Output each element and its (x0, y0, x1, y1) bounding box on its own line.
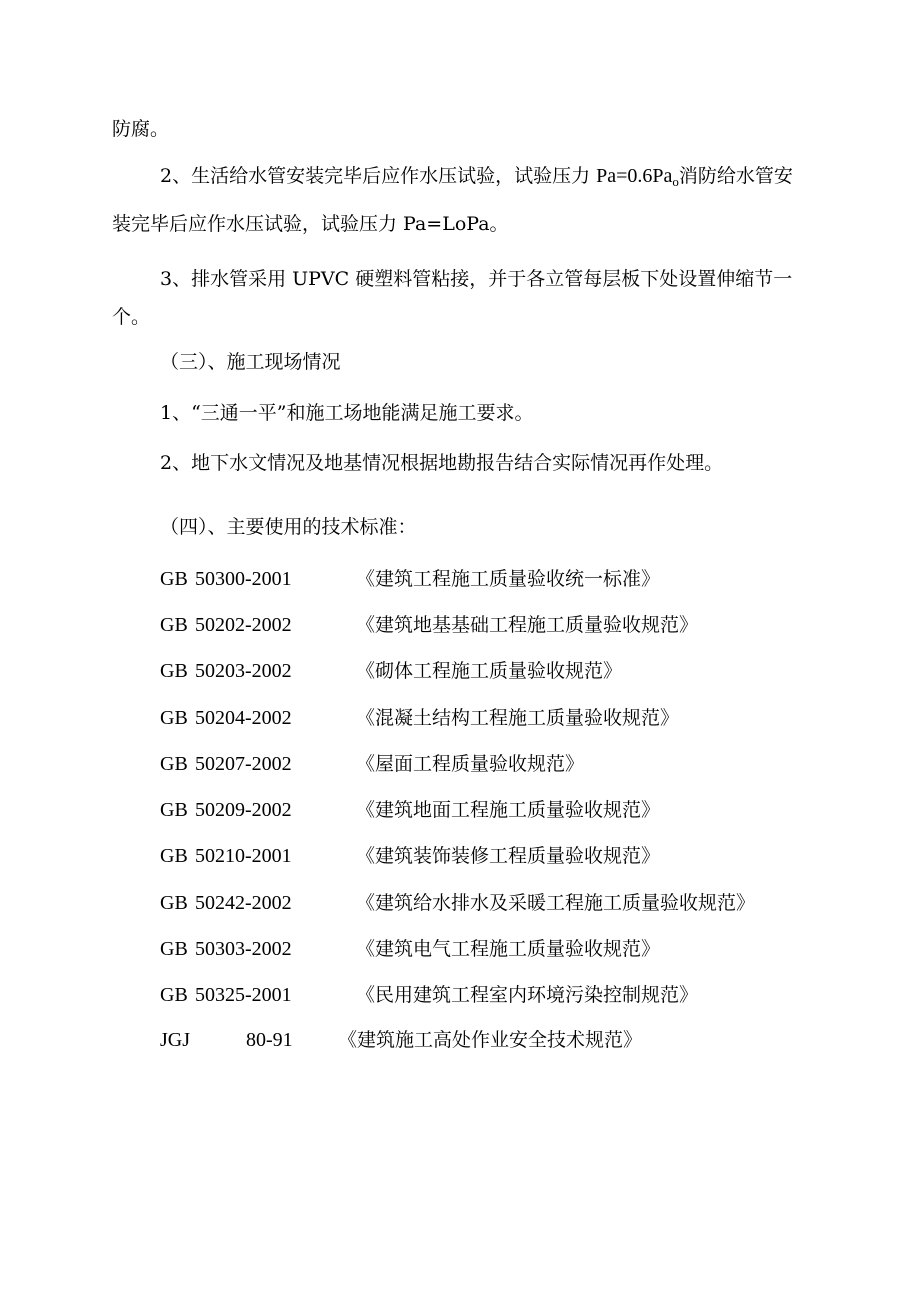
standard-org: GB (160, 938, 188, 960)
standard-number: 50210-2001 (195, 845, 292, 867)
standard-title: 《建筑地面工程施工质量验收规范》 (356, 799, 661, 821)
standard-title: 《屋面工程质量验收规范》 (356, 753, 585, 775)
standard-title: 《建筑工程施工质量验收统一标准》 (356, 568, 661, 590)
paragraph-water-supply-line2 (112, 212, 509, 236)
standard-code (160, 566, 292, 592)
standard-title: 《建筑地基基础工程施工质量验收规范》 (356, 614, 699, 636)
section-heading-site-conditions (160, 350, 341, 374)
standard-number: 50207-2002 (195, 753, 292, 775)
standard-number: 50325-2001 (195, 984, 292, 1006)
standard-number: 50303-2002 (195, 938, 292, 960)
standard-number: 50203-2002 (195, 660, 292, 682)
standard-org: GB (160, 614, 188, 636)
standard-title: 《建筑装饰装修工程质量验收规范》 (356, 845, 661, 867)
section-heading-technical-standards (160, 515, 417, 539)
standard-code (160, 843, 292, 869)
standard-org: JGJ (160, 1029, 191, 1051)
standard-org: GB (160, 568, 188, 590)
text-line: 3、排水管采用 UPVC 硬塑料管粘接，并于各立管每层板下处设置伸缩节一 (160, 268, 793, 290)
standard-title: 《民用建筑工程室内环境污染控制规范》 (356, 984, 699, 1006)
heading-text: （四）、主要使用的技术标准： (160, 516, 417, 538)
standard-org: GB (160, 753, 188, 775)
standard-title: 《建筑施工高处作业安全技术规范》 (338, 1029, 643, 1051)
standard-org: GB (160, 660, 188, 682)
pressure-value: Pa=0.6Pa (596, 165, 673, 187)
standard-org: GB (160, 892, 188, 914)
paragraph-drainage-line2 (112, 305, 150, 329)
standard-code (160, 705, 292, 731)
text-line: 防腐。 (112, 118, 170, 140)
standard-number: 50204-2002 (195, 707, 292, 729)
standard-number: 50300-2001 (195, 568, 292, 590)
standard-number: 50242-2002 (195, 892, 292, 914)
text-segment: 消防给水管安 (678, 165, 793, 187)
standard-title: 《砌体工程施工质量验收规范》 (356, 660, 623, 682)
standard-number: 50209-2002 (195, 799, 292, 821)
site-condition-item (160, 451, 723, 475)
standard-code (160, 936, 292, 962)
standard-code (160, 612, 292, 638)
text-line: 装完毕后应作水压试验，试验压力 Pa=LoPa。 (112, 213, 509, 235)
standard-org: GB (160, 984, 188, 1006)
standard-number: 80-91 (246, 1029, 293, 1051)
standard-org: GB (160, 707, 188, 729)
pressure-subscript: o (672, 174, 679, 189)
standard-code (160, 890, 292, 916)
standard-org: GB (160, 845, 188, 867)
text-segment: 2、生活给水管安装完毕后应作水压试验，试验压力 (160, 165, 591, 187)
site-condition-item (160, 401, 534, 425)
standard-org: GB (160, 799, 188, 821)
standard-title: 《建筑给水排水及采暖工程施工质量验收规范》 (356, 892, 756, 914)
standard-code (160, 982, 292, 1008)
standard-code (160, 1027, 293, 1053)
text-line: 1、“三通一平”和施工场地能满足施工要求。 (160, 402, 534, 424)
heading-text: （三）、施工现场情况 (160, 351, 341, 373)
text-line: 个。 (112, 306, 151, 328)
standard-code (160, 797, 292, 823)
paragraph-water-supply-line1 (160, 164, 793, 194)
paragraph-drainage-line1 (160, 267, 792, 291)
standard-title: 《混凝土结构工程施工质量验收规范》 (356, 707, 680, 729)
standard-code (160, 751, 292, 777)
standard-number: 50202-2002 (195, 614, 292, 636)
standard-code (160, 658, 292, 684)
paragraph-continuation (112, 117, 169, 141)
standard-title: 《建筑电气工程施工质量验收规范》 (356, 938, 661, 960)
text-line: 2、地下水文情况及地基情况根据地勘报告结合实际情况再作处理。 (160, 452, 724, 474)
